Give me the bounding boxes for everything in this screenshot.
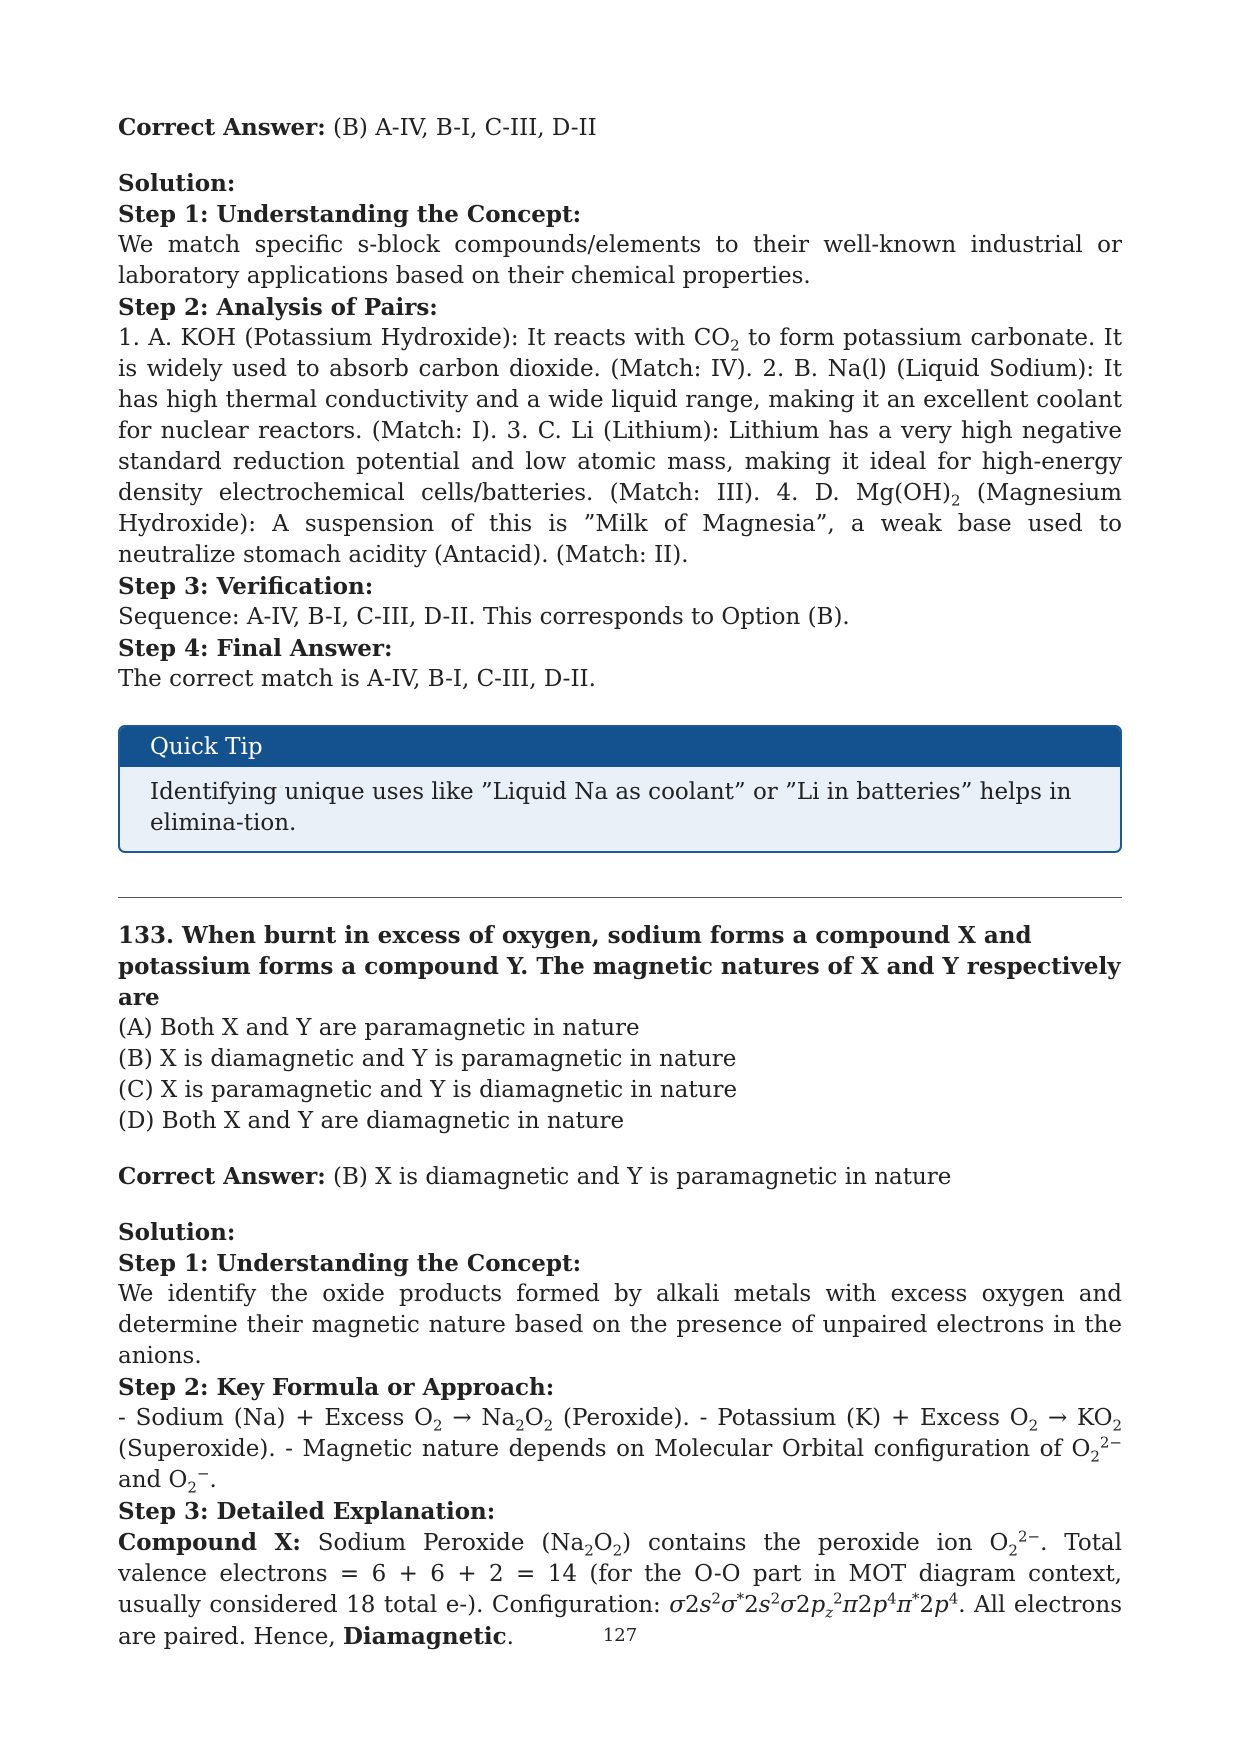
option-c: (C) X is paramagnetic and Y is diamagnetic in nature <box>118 1077 738 1103</box>
page-number: 127 <box>602 1625 638 1646</box>
prev-step2-text: 1. A. KOH (Potassium Hydroxide): It reacts with $CO_2$ to form potassium carbonate. It is widely used to absorb carbon dioxide. (Match: IV). 2. B. Na(l) (Liquid Sodium): It has high thermal conductivity and a wide liquid range, making it an excellent coolant for nuclear reactors. (Match: I). 3. C. Li (Lithium): Lithium has a very high negative standard reduction potential and low atomic mass, making it ideal for high-energy density electrochemical cells/batteries. (Match: III). 4. D. $Mg(OH)_2$ (Magnesium Hydroxide): A suspension of this is ”Milk of Magnesia”, a weak base used to neutralize stomach acidity (Antacid). (Match: II). <box>118 325 1122 568</box>
prev-step1-label: Step 1: Understanding the Concept: <box>118 201 582 228</box>
option-a: (A) Both X and Y are paramagnetic in nature <box>118 1015 640 1041</box>
prev-step4-text: The correct match is A-IV, B-I, C-III, D-II. <box>118 666 596 692</box>
prev-step3-text: Sequence: A-IV, B-I, C-III, D-II. This corresponds to Option (B). <box>118 604 850 630</box>
prev-step4-label: Step 4: Final Answer: <box>118 635 393 662</box>
prev-step3-label: Step 3: Verification: <box>118 573 374 600</box>
prev-correct-answer: Correct Answer: (B) A-IV, B-I, C-III, D-II <box>118 114 597 141</box>
section-divider <box>118 897 1122 898</box>
step1-label: Step 1: Understanding the Concept: <box>118 1250 582 1277</box>
correct-answer: Correct Answer: (B) X is diamagnetic and Y is paramagnetic in nature <box>118 1163 952 1190</box>
step3-text: Compound X: Sodium Peroxide $(Na_2O_2)$ contains the peroxide ion $O_2^{2-}$. Total valence electrons = 6 + 6 + 2 = 14 (for the O-O part in MOT diagram context, usually considered 18 total e-). Configuration: $\sigma 2s^2\sigma^*2s^2\sigma 2p_z^2\pi 2p^4\pi^*2p^4$. All electrons are paired. Hence, Diamagnetic. <box>118 1527 1123 1650</box>
quick-tip-title: Quick Tip <box>120 727 1120 767</box>
prev-solution-label: Solution: <box>118 170 236 197</box>
step2-label: Step 2: Key Formula or Approach: <box>118 1374 555 1401</box>
step3-label: Step 3: Detailed Explanation: <box>118 1498 496 1525</box>
step1-text: We identify the oxide products formed by alkali metals with excess oxygen and determine their magnetic nature based on the presence of unpaired electrons in the anions. <box>118 1281 1122 1369</box>
option-b: (B) X is diamagnetic and Y is paramagnetic in nature <box>118 1046 737 1072</box>
solution-label: Solution: <box>118 1219 236 1246</box>
prev-step1-text: We match specific s-block compounds/elements to their well-known industrial or laboratory applications based on their chemical properties. <box>118 232 1122 289</box>
quick-tip-box <box>118 725 1122 853</box>
option-d: (D) Both X and Y are diamagnetic in nature <box>118 1108 625 1134</box>
prev-step2-label: Step 2: Analysis of Pairs: <box>118 294 438 321</box>
step2-text: - Sodium (Na) + Excess $O_2 \to Na_2O_2$ (Peroxide). - Potassium (K) + Excess $O_2 \to KO_2$ (Superoxide). - Magnetic nature depends on Molecular Orbital configuration of $O_2^{2-}$ and $O_2^-$. <box>118 1405 1123 1497</box>
page-content <box>118 112 1122 1653</box>
question-title: 133. When burnt in excess of oxygen, sodium forms a compound X and potassium forms a compound Y. The magnetic natures of X and Y respectively are <box>118 922 1121 1011</box>
quick-tip-body: Identifying unique uses like ”Liquid Na as coolant” or ”Li in batteries” helps in elimina-tion. <box>150 779 1072 836</box>
